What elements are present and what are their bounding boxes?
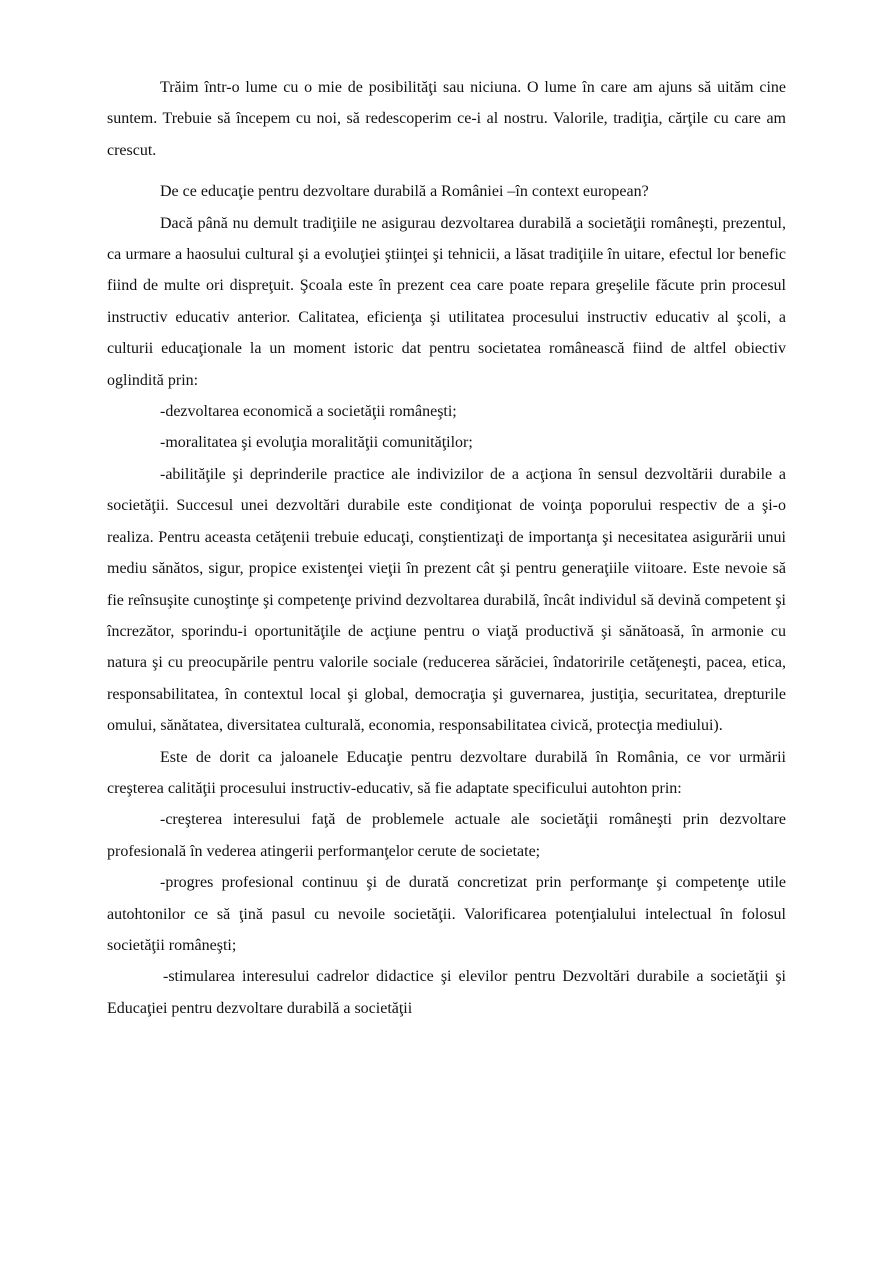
paragraph-question: De ce educaţie pentru dezvoltare durabilă a României –în context european? [160, 183, 649, 201]
paragraph-guidelines: Este de dorit ca jaloanele Educaţie pentru dezvoltare durabilă în România, ce vor urmării creşterea calităţii procesului instructiv-educativ, să fie adaptate specificului autohton prin: [107, 748, 786, 797]
list-item-stimulation: -stimularea interesului cadrelor didactice şi elevilor pentru Dezvoltări durabile a societăţii şi Educaţiei pentru dezvoltare durabilă a societăţii [107, 968, 786, 1017]
list-item-practical-skills: -abilităţile şi deprinderile practice ale indivizilor de a acţiona în sensul dezvoltării durabile a societăţii. Succesul unei dezvoltări durabile este condiţionat de voinţa poporului respectiv de a şi-o realiza. Pentru aceasta cetăţenii trebuie educaţi, conştientizaţi de importanţa şi necesitatea asigurării unui mediu sănătos, sigur, propice existenţei vieţii în prezent cât şi pentru generaţiile viitoare. Este nevoie să fie reînsuşite cunoştinţe şi competenţe privind dezvoltarea durabilă, încât individul să devină competent şi încrezător, sporindu-i oportunităţile de acţiune pentru o viaţă productivă şi sănătoasă, în armonie cu natura şi cu preocupările pentru valorile sociale (reducerea sărăciei, îndatoririle cetăţeneşti, pacea, etica, responsabilitatea, în contextul local şi global, democraţia şi guvernarea, justiţia, securitatea, drepturile omului, sănătatea, diversitatea culturală, economia, responsabilitatea civică, protecţia mediului). [107, 465, 786, 735]
document-body [107, 72, 786, 1024]
paragraph-context: Dacă până nu demult tradiţiile ne asigurau dezvoltarea durabilă a societăţii româneşti, prezentul, ca urmare a haosului cultural şi a evoluţiei ştiinţei şi tehnicii, a lăsat tradiţiile în uitare, efectul lor benefic fiind de multe ori dispreţuit. Şcoala este în prezent cea care poate repara greşelile făcute prin procesul instructiv educativ anterior. Calitatea, eficienţa şi utilitatea procesului instructiv educativ al şcoli, a culturii educaţionale la un moment istoric dat pentru societatea românească fiind de altfel obiectiv oglindită prin: [107, 214, 786, 389]
list-item-economic-development: -dezvoltarea economică a societăţii româneşti; [160, 403, 457, 421]
paragraph-intro: Trăim într-o lume cu o mie de posibilităţi sau niciuna. O lume în care am ajuns să uităm cine suntem. Trebuie să începem cu noi, să redescoperim ce-i al nostru. Valorile, tradiţia, cărţile cu care am crescut. [107, 79, 786, 159]
list-item-morality: -moralitatea şi evoluţia moralităţii comunităţilor; [160, 434, 473, 452]
list-item-interest-growth: -creşterea interesului faţă de problemele actuale ale societăţii româneşti prin dezvoltare profesională în vederea atingerii performanţelor cerute de societate; [107, 811, 786, 860]
list-item-professional-progress: -progres profesional continuu şi de durată concretizat prin performanţe şi competenţe utile autohtonilor ce să ţină pasul cu nevoile societăţii. Valorificarea potenţialului intelectual în folosul societăţii româneşti; [107, 874, 786, 954]
